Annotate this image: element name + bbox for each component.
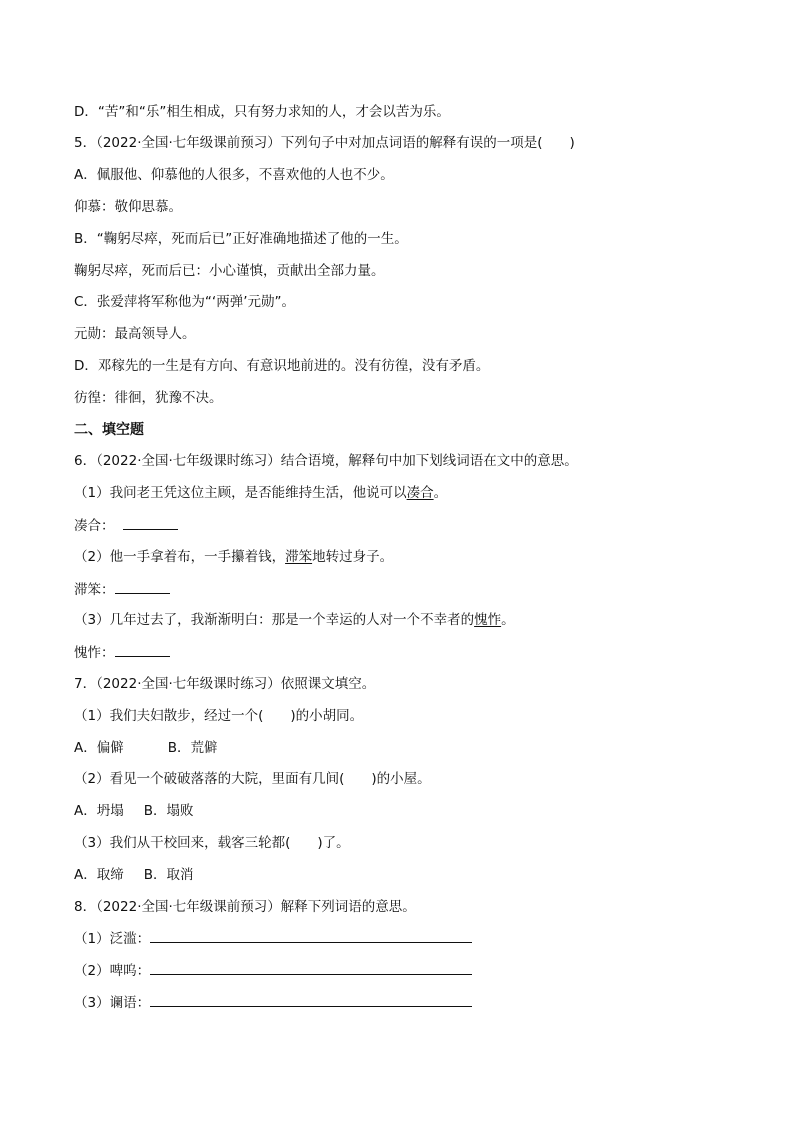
q7-stem: 7．（2022·全国·七年级课时练习）依照课文填空。 [74,676,376,692]
q5-option-b-note: 鞠躬尽瘁，死而后已：小心谨慎，贡献出全部力量。 [74,263,385,279]
q7-s1-option-a[interactable]: A．偏僻 [74,740,124,756]
q5-option-b: B．“鞠躬尽瘁，死而后已”正好准确地描述了他的一生。 [74,231,408,247]
q6-s3-underlined-word: 愧怍 [474,612,502,628]
q6-sentence-1 [74,484,734,502]
q5-option-a: A．佩服他、仰慕他的人很多，不喜欢他的人也不少。 [74,167,394,183]
q6-a2-label: 滞笨： [74,582,115,598]
q7-s2-option-a[interactable]: A．坍塌 [74,803,124,819]
q7-options-3 [74,866,734,884]
q6-a3-label: 愧怍： [74,645,115,661]
q8-item-1-blank[interactable] [150,929,472,943]
q8-stem: 8．（2022·全国·七年级课前预习）解释下列词语的意思。 [74,899,416,915]
q6-s1-underlined-word: 凑合 [406,485,434,501]
q6-answer-1 [74,516,734,535]
q7-options-2 [74,802,734,820]
q6-s1-end: 。 [433,485,448,501]
q6-answer-1-blank[interactable] [123,516,178,530]
q6-s2-underlined-word: 滞笨 [285,549,313,565]
q6-sentence-3 [74,611,734,629]
q8-item-2-blank[interactable] [150,961,472,975]
q7-s3-option-b[interactable]: B．取消 [143,867,194,883]
q7-s1-option-b[interactable]: B．荒僻 [167,740,218,756]
q5-option-c-note: 元勋：最高领导人。 [74,326,196,342]
q6-answer-3 [74,643,734,662]
q6-s2-text: （2）他一手拿着布，一手攥着钱， [74,549,286,565]
q6-s3-end: 。 [501,612,515,628]
q4-option-d: D．“苦”和“乐”相生相成，只有努力求知的人，才会以苦为乐。 [74,104,450,120]
q6-stem: 6．（2022·全国·七年级课时练习）结合语境，解释句中加下划线词语在文中的意思。 [74,453,578,469]
q8-item-3-blank[interactable] [150,993,472,1007]
q7-sentence-1: （1）我们夫妇散步，经过一个( )的小胡同。 [74,708,364,724]
q8-item-3-label: （3）谰语： [74,995,151,1011]
q6-a1-label: 凑合： [74,518,115,534]
q6-sentence-2 [74,548,734,566]
q8-item-2-label: （2）啤呜： [74,963,151,979]
q6-answer-2 [74,580,734,599]
q5-option-c: C．张爱萍将军称他为“‘两弹’元勋”。 [74,294,295,310]
q5-option-d-note: 彷徨：徘徊，犹豫不决。 [74,390,223,406]
q8-item-3 [74,993,734,1012]
q5-option-d: D．邓稼先的一生是有方向、有意识地前进的。没有彷徨，没有矛盾。 [74,358,490,374]
q6-s3-text: （3）几年过去了，我渐渐明白：那是一个幸运的人对一个不幸者的 [74,612,475,628]
q6-answer-2-blank[interactable] [115,580,170,594]
q8-item-1 [74,929,734,948]
q5-option-a-note: 仰慕：敬仰思慕。 [74,199,182,215]
q7-sentence-2: （2）看见一个破破落落的大院，里面有几间( )的小屋。 [74,771,431,787]
q7-options-1 [74,739,734,757]
q7-sentence-3: （3）我们从干校回来，载客三轮都( )了。 [74,835,350,851]
q7-s2-option-b[interactable]: B．塌败 [143,803,194,819]
q6-s1-text: （1）我问老王凭这位主顾，是否能维持生活，他说可以 [74,485,407,501]
q5-stem: 5．（2022·全国·七年级课前预习）下列句子中对加点词语的解释有误的一项是( ) [74,135,575,151]
q7-s3-option-a[interactable]: A．取缔 [74,867,124,883]
q6-s2-end: 地转过身子。 [312,549,394,565]
q8-item-2 [74,961,734,980]
q8-item-1-label: （1）泛滥： [74,931,151,947]
section-heading: 二、填空题 [74,422,144,438]
q6-answer-3-blank[interactable] [115,643,170,657]
